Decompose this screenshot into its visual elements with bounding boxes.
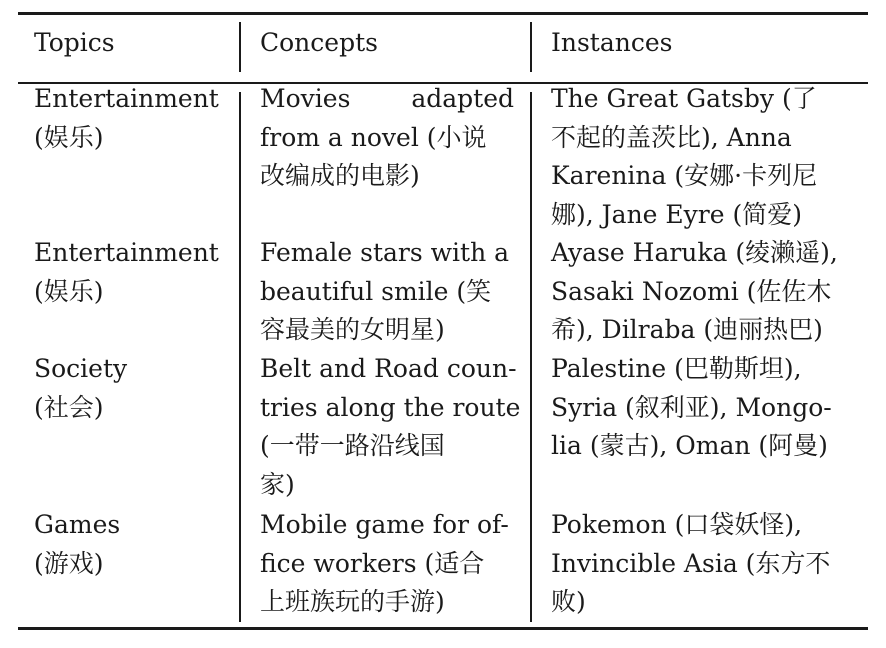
concept-text: Female stars with a bbox=[260, 238, 510, 267]
concept-text: (一带一路沿线国 bbox=[260, 431, 445, 461]
instances-text: Sasaki Nozomi (佐佐木 bbox=[551, 276, 832, 306]
table-row-topic bbox=[34, 350, 127, 427]
topic-text: Society bbox=[34, 354, 128, 383]
instances-text: Karenina (安娜·卡列尼 bbox=[551, 161, 818, 191]
instances-text: 娜), Jane Eyre (简爱) bbox=[551, 199, 802, 229]
concept-justified-line bbox=[260, 80, 514, 119]
concept-text: 改编成的电影) bbox=[260, 161, 420, 191]
instances-text: 败) bbox=[551, 587, 586, 617]
concept-text: Belt and Road coun- bbox=[260, 354, 517, 383]
concept-text: tries along the route bbox=[260, 392, 521, 422]
table-row-topic bbox=[34, 506, 120, 583]
instances-text: lia (蒙古), Oman (阿曼) bbox=[551, 431, 828, 461]
concept-text: 家) bbox=[260, 469, 295, 499]
concept-text: Mobile game for of- bbox=[260, 510, 509, 539]
topic-text: (游戏) bbox=[34, 548, 104, 578]
table-row-concept bbox=[260, 350, 520, 504]
table-row-concept bbox=[260, 506, 509, 622]
instances-text: 希), Dilraba (迪丽热巴) bbox=[551, 315, 823, 345]
topic-text: (社会) bbox=[34, 392, 104, 422]
topic-text: Entertainment bbox=[34, 84, 219, 113]
instances-text: Pokemon (口袋妖怪), bbox=[551, 510, 803, 539]
instances-text: Syria (叙利亚), Mongo- bbox=[551, 392, 832, 422]
topic-text: (娱乐) bbox=[34, 276, 104, 306]
topic-text: Games bbox=[34, 510, 121, 539]
topic-text: Entertainment bbox=[34, 238, 219, 267]
table-top-rule bbox=[18, 12, 868, 15]
header-topics: Topics bbox=[34, 28, 115, 57]
column-divider bbox=[530, 22, 532, 72]
table-row-instances bbox=[551, 234, 838, 350]
table-row-instances bbox=[551, 350, 832, 466]
concept-text: beautiful smile (笑 bbox=[260, 276, 492, 306]
table-row-instances bbox=[551, 80, 817, 234]
table-row-concept bbox=[260, 80, 514, 196]
column-divider bbox=[530, 92, 532, 622]
column-divider bbox=[239, 92, 241, 622]
table-row-instances bbox=[551, 506, 830, 622]
table-bottom-rule bbox=[18, 627, 868, 630]
instances-text: Ayase Haruka (绫濑遥), bbox=[551, 238, 838, 267]
table-row-topic bbox=[34, 234, 219, 311]
concept-text: from a novel (小说 bbox=[260, 122, 487, 152]
table-row-concept bbox=[260, 234, 509, 350]
concept-text: adapted bbox=[411, 84, 514, 113]
concept-text: 上班族玩的手游) bbox=[260, 587, 445, 617]
header-instances: Instances bbox=[551, 28, 673, 57]
header-concepts: Concepts bbox=[260, 28, 378, 57]
column-divider bbox=[239, 22, 241, 72]
instances-text: 不起的盖茨比), Anna bbox=[551, 122, 792, 152]
concept-text: 容最美的女明星) bbox=[260, 315, 445, 345]
instances-text: Invincible Asia (东方不 bbox=[551, 548, 831, 578]
instances-text: Palestine (巴勒斯坦), bbox=[551, 354, 802, 383]
table-row-topic bbox=[34, 80, 219, 157]
concept-text: Movies bbox=[260, 84, 351, 113]
topic-text: (娱乐) bbox=[34, 122, 104, 152]
instances-text: The Great Gatsby (了 bbox=[551, 84, 817, 113]
concept-text: fice workers (适合 bbox=[260, 548, 485, 578]
